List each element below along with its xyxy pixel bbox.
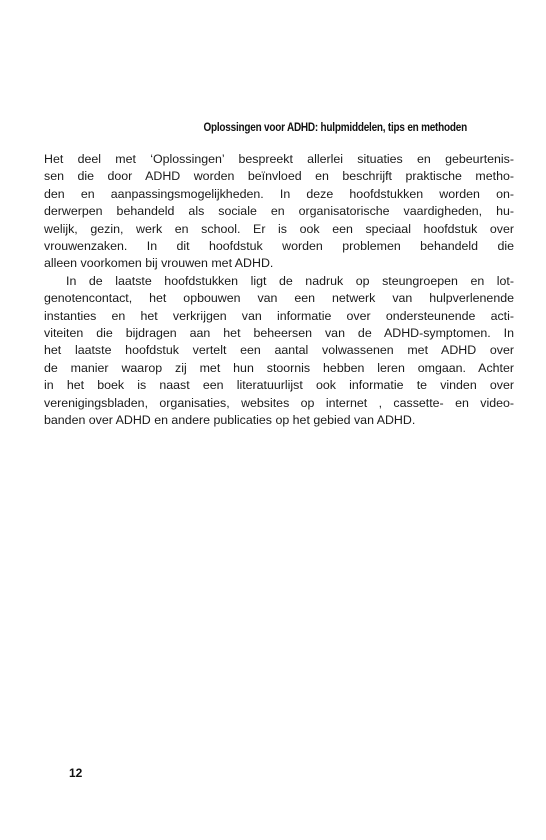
paragraph-1 (44, 151, 514, 273)
text-line: welijk, gezin, werk en school. Er is ook een speciaal hoofdstuk over (44, 221, 514, 236)
paragraph-2 (44, 273, 514, 430)
page-number: 12 (69, 766, 83, 780)
body-text (44, 151, 514, 430)
text-line: In de laatste hoofdstukken ligt de nadruk op steungroepen en lot- (66, 273, 514, 288)
text-line: verenigingsbladen, organisaties, websites op internet , cassette- en video- (44, 395, 514, 410)
text-line: de manier waarop zij met hun stoornis hebben leren omgaan. Achter (44, 360, 514, 375)
text-line: derwerpen behandeld als sociale en organisatorische vaardigheden, hu- (44, 204, 514, 219)
text-line: in het boek is naast een literatuurlijst ook informatie te vinden over (44, 378, 514, 393)
text-line: alleen voorkomen bij vrouwen met ADHD. (44, 256, 274, 271)
text-line: het laatste hoofdstuk vertelt een aantal volwassenen met ADHD over (44, 343, 514, 358)
text-line: vrouwenzaken. In dit hoofdstuk worden problemen behandeld die (44, 239, 514, 254)
text-line: sen die door ADHD worden beïnvloed en beschrijft praktische metho- (44, 169, 514, 184)
text-line: banden over ADHD en andere publicaties op het gebied van ADHD. (44, 413, 416, 428)
section-heading: Oplossingen voor ADHD: hulpmiddelen, tips en methoden (203, 121, 467, 134)
text-line: instanties en het verkrijgen van informatie over ondersteunende acti- (44, 308, 514, 323)
text-line: genotencontact, het opbouwen van een netwerk van hulpverlenende (44, 291, 514, 306)
text-line: Het deel met ‘Oplossingen’ bespreekt allerlei situaties en gebeurtenis- (44, 152, 514, 166)
text-line: viteiten die bijdragen aan het beheersen van de ADHD-symptomen. In (44, 326, 514, 341)
text-line: den en aanpassingsmogelijkheden. In deze hoofdstukken worden on- (44, 186, 514, 201)
